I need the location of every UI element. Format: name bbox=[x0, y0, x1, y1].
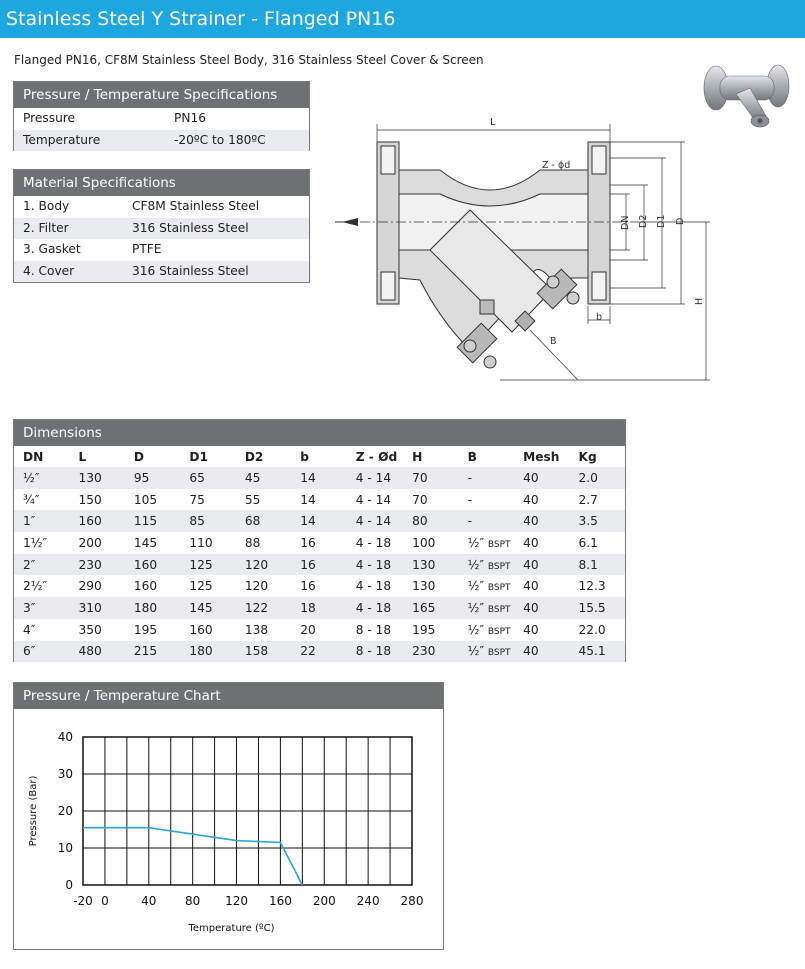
pressure-spec-panel bbox=[13, 81, 310, 151]
x-tick-label: 120 bbox=[225, 894, 248, 908]
table-cell: 40 bbox=[523, 644, 539, 659]
table-cell: ½″ BSPT bbox=[467, 600, 511, 615]
table-cell: 2″ bbox=[23, 557, 36, 572]
pressure-temperature-chart bbox=[14, 709, 443, 949]
dim-label-d2: D2 bbox=[638, 214, 649, 228]
column-header: B bbox=[467, 449, 477, 464]
table-cell: 16 bbox=[300, 579, 316, 594]
table-cell: 40 bbox=[523, 579, 539, 594]
table-cell: - bbox=[467, 492, 473, 507]
table-cell: 105 bbox=[133, 492, 158, 507]
column-header: L bbox=[78, 449, 87, 464]
table-cell: 130 bbox=[412, 557, 436, 572]
x-tick-label: 280 bbox=[400, 894, 424, 908]
table-cell: 195 bbox=[412, 622, 436, 637]
table-cell: 230 bbox=[78, 557, 102, 572]
spec-value: PN16 bbox=[174, 111, 206, 125]
dim-label-b-thread: B bbox=[550, 336, 557, 347]
material-value: 316 Stainless Steel bbox=[132, 263, 249, 278]
table-cell: 200 bbox=[78, 535, 102, 550]
table-cell: 16 bbox=[300, 557, 316, 572]
chart-panel bbox=[13, 682, 444, 950]
table-cell: 310 bbox=[78, 600, 102, 615]
table-cell: 145 bbox=[189, 600, 213, 615]
table-cell: 14 bbox=[300, 492, 316, 507]
material-row bbox=[14, 261, 309, 283]
y-tick-label: 10 bbox=[57, 841, 73, 855]
y-tick-label: 30 bbox=[57, 767, 73, 781]
table-cell: 480 bbox=[78, 644, 102, 659]
table-cell: 180 bbox=[189, 644, 213, 659]
table-cell: 4 - 14 bbox=[355, 470, 392, 485]
table-cell: 125 bbox=[189, 557, 213, 572]
x-tick-label: 0 bbox=[101, 894, 109, 908]
table-cell: 130 bbox=[78, 470, 102, 485]
y-tick-label: 40 bbox=[57, 730, 73, 744]
table-cell: 95 bbox=[133, 470, 150, 485]
y-tick-label: 0 bbox=[65, 878, 73, 892]
x-tick-label: -20 bbox=[73, 894, 93, 908]
column-header: b bbox=[300, 449, 309, 464]
material-label: 4. Cover bbox=[23, 263, 75, 278]
material-row bbox=[14, 218, 309, 240]
dimensions-title: Dimensions bbox=[14, 420, 625, 446]
table-cell: 65 bbox=[189, 470, 205, 485]
table-cell: 100 bbox=[412, 535, 436, 550]
table-cell: 40 bbox=[523, 470, 539, 485]
table-cell: 3.5 bbox=[578, 514, 598, 529]
y-axis-label: Pressure (Bar) bbox=[28, 775, 39, 847]
table-cell: 12.3 bbox=[578, 579, 606, 594]
material-value: 316 Stainless Steel bbox=[132, 220, 249, 235]
table-cell: 4 - 18 bbox=[355, 557, 392, 572]
table-cell: 125 bbox=[189, 579, 213, 594]
table-row bbox=[14, 489, 625, 511]
table-cell: 130 bbox=[412, 579, 436, 594]
column-header: Z - Ød bbox=[355, 449, 398, 464]
table-cell: 68 bbox=[244, 514, 261, 529]
table-cell: 165 bbox=[412, 600, 436, 615]
table-cell: 2½″ bbox=[23, 579, 48, 594]
dim-label-L: L bbox=[490, 117, 496, 128]
table-cell: - bbox=[467, 470, 473, 485]
table-cell: 120 bbox=[244, 557, 269, 572]
table-cell: 8 - 18 bbox=[355, 622, 392, 637]
table-cell: 6″ bbox=[23, 644, 36, 659]
table-cell: ½″ BSPT bbox=[467, 622, 511, 637]
table-row bbox=[14, 597, 625, 619]
table-cell: 1″ bbox=[23, 514, 36, 529]
table-cell: 1½″ bbox=[23, 535, 48, 550]
table-cell: ¾″ bbox=[23, 492, 40, 507]
table-cell: ½″ bbox=[23, 470, 40, 485]
table-row bbox=[14, 619, 625, 641]
table-cell: 88 bbox=[244, 535, 261, 550]
column-header: D1 bbox=[189, 449, 208, 464]
table-cell: 40 bbox=[523, 600, 539, 615]
material-spec-title: Material Specifications bbox=[14, 170, 309, 196]
table-cell: 16 bbox=[300, 535, 316, 550]
column-header: D2 bbox=[244, 449, 264, 464]
spec-row bbox=[14, 108, 309, 130]
x-tick-label: 40 bbox=[141, 894, 157, 908]
table-cell: 14 bbox=[300, 514, 316, 529]
pressure-spec-title: Pressure / Temperature Specifications bbox=[14, 82, 309, 108]
spec-label: Temperature bbox=[23, 132, 101, 147]
table-cell: 122 bbox=[244, 600, 269, 615]
column-header: D bbox=[133, 449, 145, 464]
chart-panel-title: Pressure / Temperature Chart bbox=[14, 683, 443, 709]
table-cell: 55 bbox=[244, 492, 261, 507]
material-label: 3. Gasket bbox=[23, 242, 81, 256]
page-header bbox=[0, 0, 805, 38]
table-cell: 160 bbox=[189, 622, 213, 637]
table-cell: 4 - 18 bbox=[355, 579, 392, 594]
table-cell: 4″ bbox=[23, 622, 36, 637]
material-row bbox=[14, 239, 309, 261]
dim-label-d1: D1 bbox=[656, 214, 667, 228]
x-tick-label: 200 bbox=[312, 894, 336, 908]
table-cell: 2.0 bbox=[578, 470, 598, 485]
table-cell: 150 bbox=[78, 492, 102, 507]
table-cell: 75 bbox=[189, 492, 205, 507]
x-tick-label: 80 bbox=[185, 894, 201, 908]
dimensions-table bbox=[14, 446, 625, 662]
table-cell: 18 bbox=[300, 600, 316, 615]
table-cell: 160 bbox=[133, 579, 158, 594]
material-label: 1. Body bbox=[23, 199, 70, 213]
dim-label-h: H bbox=[694, 297, 705, 305]
material-label: 2. Filter bbox=[23, 220, 69, 235]
table-cell: 158 bbox=[244, 644, 269, 659]
column-header: Mesh bbox=[523, 449, 560, 464]
table-cell: 80 bbox=[412, 514, 428, 529]
table-row bbox=[14, 554, 625, 576]
table-cell: 8.1 bbox=[578, 557, 598, 572]
table-cell: 290 bbox=[78, 579, 102, 594]
table-cell: 2.7 bbox=[578, 492, 598, 507]
material-value: CF8M Stainless Steel bbox=[132, 199, 260, 213]
table-cell: 6.1 bbox=[578, 535, 598, 550]
table-cell: 22.0 bbox=[578, 622, 606, 637]
table-cell: - bbox=[467, 514, 473, 529]
table-row bbox=[14, 575, 625, 597]
table-cell: 22 bbox=[300, 644, 316, 659]
table-row bbox=[14, 532, 625, 554]
table-cell: 180 bbox=[133, 600, 158, 615]
table-cell: 70 bbox=[412, 492, 428, 507]
table-cell: 4 - 18 bbox=[355, 600, 392, 615]
table-cell: 40 bbox=[523, 514, 539, 529]
dim-label-b: b bbox=[596, 312, 603, 323]
material-spec-panel bbox=[13, 169, 310, 283]
table-cell: 195 bbox=[133, 622, 158, 637]
material-row bbox=[14, 196, 309, 218]
page-title: Stainless Steel Y Strainer - Flanged PN16 bbox=[6, 8, 396, 30]
dim-label-dn: DN bbox=[620, 215, 631, 230]
table-cell: ½″ BSPT bbox=[467, 557, 511, 572]
table-cell: ½″ BSPT bbox=[467, 579, 511, 594]
dim-label-d: D bbox=[675, 217, 686, 225]
table-cell: 4 - 18 bbox=[355, 535, 392, 550]
table-row bbox=[14, 510, 625, 532]
table-cell: 350 bbox=[78, 622, 102, 637]
table-cell: 20 bbox=[300, 622, 316, 637]
spec-label: Pressure bbox=[23, 111, 76, 125]
table-cell: 138 bbox=[244, 622, 269, 637]
x-axis-label: Temperature (ºC) bbox=[188, 923, 275, 934]
table-cell: 40 bbox=[523, 492, 539, 507]
table-cell: 85 bbox=[189, 514, 205, 529]
table-cell: 14 bbox=[300, 470, 316, 485]
table-row bbox=[14, 467, 625, 489]
table-cell: ½″ BSPT bbox=[467, 644, 511, 659]
table-cell: 45.1 bbox=[578, 644, 606, 659]
table-cell: 4 - 14 bbox=[355, 492, 392, 507]
table-cell: 215 bbox=[133, 644, 158, 659]
x-tick-label: 160 bbox=[268, 894, 292, 908]
dim-label-zd: Z - ϕd bbox=[542, 160, 571, 171]
table-cell: 120 bbox=[244, 579, 269, 594]
strainer-technical-drawing bbox=[330, 110, 730, 390]
spec-value: -20ºC to 180ºC bbox=[174, 132, 266, 147]
table-cell: 45 bbox=[244, 470, 261, 485]
table-cell: 40 bbox=[523, 535, 539, 550]
table-cell: 40 bbox=[523, 557, 539, 572]
table-cell: 160 bbox=[78, 514, 102, 529]
x-tick-label: 240 bbox=[356, 894, 380, 908]
dimensions-panel bbox=[13, 419, 626, 662]
table-cell: 160 bbox=[133, 557, 158, 572]
table-cell: 145 bbox=[133, 535, 158, 550]
spec-row bbox=[14, 130, 309, 152]
product-subtitle: Flanged PN16, CF8M Stainless Steel Body, 316 Stainless Steel Cover & Screen bbox=[14, 53, 484, 67]
table-cell: 40 bbox=[523, 622, 539, 637]
table-cell: 110 bbox=[189, 535, 213, 550]
table-row bbox=[14, 641, 625, 663]
column-header: DN bbox=[23, 449, 44, 464]
material-spec-rows bbox=[14, 196, 309, 282]
table-cell: 70 bbox=[412, 470, 428, 485]
table-cell: 3″ bbox=[23, 600, 36, 615]
table-cell: 230 bbox=[412, 644, 436, 659]
table-cell: ½″ BSPT bbox=[467, 535, 511, 550]
table-cell: 15.5 bbox=[578, 600, 606, 615]
column-header: Kg bbox=[578, 449, 597, 464]
table-cell: 115 bbox=[133, 514, 158, 529]
table-cell: 4 - 14 bbox=[355, 514, 392, 529]
y-tick-label: 20 bbox=[57, 804, 73, 818]
material-value: PTFE bbox=[132, 242, 162, 256]
table-cell: 8 - 18 bbox=[355, 644, 392, 659]
pressure-spec-rows bbox=[14, 108, 309, 151]
column-header: H bbox=[412, 449, 423, 464]
